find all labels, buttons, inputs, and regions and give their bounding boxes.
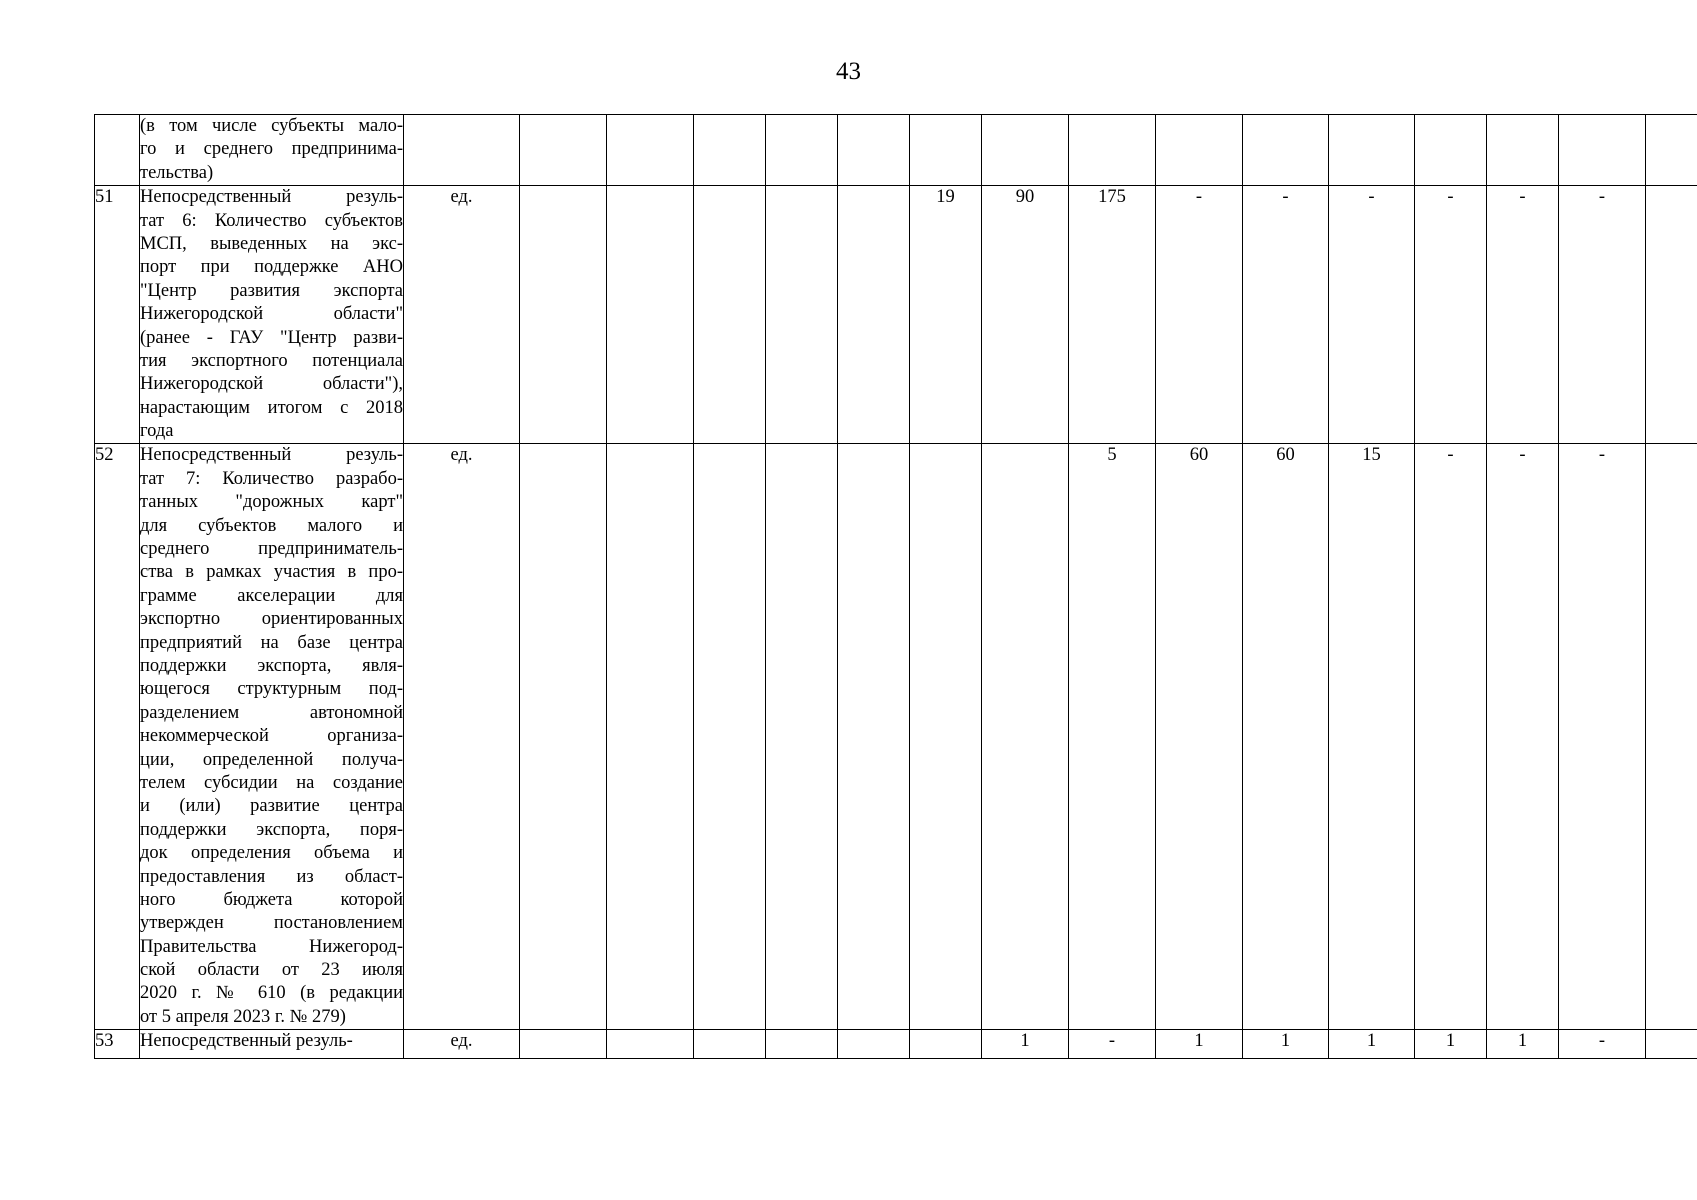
value-cell xyxy=(1646,115,1697,186)
value-cell xyxy=(910,444,982,1030)
value-cell xyxy=(694,115,766,186)
row-number: 53 xyxy=(95,1030,140,1059)
description-line: МСП, выведенных на экс- xyxy=(140,233,403,254)
description-line: док определения объема и xyxy=(140,843,403,864)
description-line: Правительства Нижегород- xyxy=(140,936,403,957)
value-cell: - xyxy=(1559,444,1646,1030)
value-cell: 19 xyxy=(910,186,982,444)
value-cell xyxy=(1487,115,1559,186)
value-cell: 60 xyxy=(1156,444,1243,1030)
indicator-description xyxy=(140,1030,404,1059)
value-cell xyxy=(1646,1030,1697,1059)
value-cell xyxy=(694,444,766,1030)
value-cell xyxy=(766,186,838,444)
description-line: ного бюджета которой xyxy=(140,889,403,910)
value-cell xyxy=(694,186,766,444)
value-cell: - xyxy=(1329,186,1415,444)
value-cell xyxy=(607,1030,694,1059)
value-cell: - xyxy=(1559,186,1646,444)
value-cell: 15 xyxy=(1329,444,1415,1030)
value-cell xyxy=(838,444,910,1030)
description-line: разделением автономной xyxy=(140,702,403,723)
description-line: и (или) развитие центра xyxy=(140,796,403,817)
description-line: (ранее - ГАУ "Центр разви- xyxy=(140,327,403,348)
value-cell: 5 xyxy=(1069,444,1156,1030)
value-cell: 90 xyxy=(982,186,1069,444)
unit-cell: ед. xyxy=(404,186,520,444)
description-line: предоставления из област- xyxy=(140,866,403,887)
value-cell xyxy=(694,1030,766,1059)
indicator-description xyxy=(140,115,404,186)
description-line: 2020 г. № 610 (в редакции xyxy=(140,983,403,1004)
row-number xyxy=(95,115,140,186)
description-line: Нижегородской области" xyxy=(140,304,403,325)
value-cell xyxy=(520,186,607,444)
description-line: го и среднего предпринима- xyxy=(140,139,403,160)
description-line: (в том числе субъекты мало- xyxy=(140,116,403,136)
page-number: 43 xyxy=(836,58,861,85)
value-cell xyxy=(910,115,982,186)
description-line: от 5 апреля 2023 г. № 279) xyxy=(140,1006,346,1027)
description-line: нарастающим итогом с 2018 xyxy=(140,397,403,418)
row-number: 52 xyxy=(95,444,140,1030)
description-line: утвержден постановлением xyxy=(140,913,403,934)
value-cell: - xyxy=(1487,444,1559,1030)
value-cell: 1 xyxy=(1243,1030,1329,1059)
description-line: поддержки экспорта, явля- xyxy=(140,655,403,676)
unit-cell: ед. xyxy=(404,444,520,1030)
value-cell xyxy=(607,444,694,1030)
value-cell xyxy=(766,115,838,186)
unit-cell: ед. xyxy=(404,1030,520,1059)
description-line: некоммерческой организа- xyxy=(140,726,403,747)
value-cell: - xyxy=(1156,186,1243,444)
description-line: грамме акселерации для xyxy=(140,585,403,606)
indicator-description xyxy=(140,186,404,444)
description-line: танных "дорожных карт" xyxy=(140,492,403,513)
description-line: Непосредственный резуль- xyxy=(140,445,403,466)
value-cell xyxy=(1646,186,1697,444)
value-cell: - xyxy=(1415,186,1487,444)
value-cell: 1 xyxy=(1329,1030,1415,1059)
description-line: ской области от 23 июля xyxy=(140,960,403,981)
value-cell xyxy=(1646,444,1697,1030)
description-line: тельства) xyxy=(140,162,214,183)
value-cell xyxy=(607,186,694,444)
description-line: Непосредственный резуль- xyxy=(140,1031,353,1052)
value-cell: - xyxy=(1069,1030,1156,1059)
value-cell xyxy=(1415,115,1487,186)
value-cell xyxy=(520,444,607,1030)
table-row xyxy=(95,186,1697,444)
indicator-description xyxy=(140,444,404,1030)
table-row xyxy=(95,115,1697,186)
value-cell xyxy=(1329,115,1415,186)
value-cell xyxy=(982,115,1069,186)
value-cell xyxy=(766,1030,838,1059)
description-line: ющегося структурным под- xyxy=(140,679,403,700)
description-line: поддержки экспорта, поря- xyxy=(140,819,403,840)
description-line: экспортно ориентированных xyxy=(140,609,403,630)
value-cell xyxy=(1243,115,1329,186)
value-cell: 1 xyxy=(1487,1030,1559,1059)
value-cell xyxy=(838,1030,910,1059)
description-line: тия экспортного потенциала xyxy=(140,350,403,371)
value-cell: 1 xyxy=(1156,1030,1243,1059)
description-line: тат 6: Количество субъектов xyxy=(140,210,403,231)
value-cell xyxy=(1156,115,1243,186)
description-line: года xyxy=(140,421,174,442)
description-line: ции, определенной получа- xyxy=(140,749,403,770)
value-cell: 175 xyxy=(1069,186,1156,444)
value-cell xyxy=(766,444,838,1030)
value-cell: - xyxy=(1559,1030,1646,1059)
value-cell xyxy=(1559,115,1646,186)
description-line: для субъектов малого и xyxy=(140,515,403,536)
value-cell xyxy=(982,444,1069,1030)
value-cell: 60 xyxy=(1243,444,1329,1030)
unit-cell xyxy=(404,115,520,186)
description-line: порт при поддержке АНО xyxy=(140,257,403,278)
value-cell: - xyxy=(1487,186,1559,444)
description-line: телем субсидии на создание xyxy=(140,772,403,793)
value-cell xyxy=(838,115,910,186)
value-cell: - xyxy=(1243,186,1329,444)
description-line: "Центр развития экспорта xyxy=(140,280,403,301)
description-line: ства в рамках участия в про- xyxy=(140,562,403,583)
value-cell xyxy=(520,115,607,186)
description-line: предприятий на базе центра xyxy=(140,632,403,653)
value-cell xyxy=(838,186,910,444)
value-cell xyxy=(520,1030,607,1059)
description-line: Нижегородской области"), xyxy=(140,374,403,395)
description-line: тат 7: Количество разрабо- xyxy=(140,468,403,489)
value-cell: 1 xyxy=(982,1030,1069,1059)
value-cell xyxy=(1069,115,1156,186)
value-cell: 1 xyxy=(1415,1030,1487,1059)
value-cell xyxy=(607,115,694,186)
description-line: Непосредственный резуль- xyxy=(140,187,403,208)
table-row xyxy=(95,1030,1697,1059)
table-row xyxy=(95,444,1697,1030)
row-number: 51 xyxy=(95,186,140,444)
indicators-table xyxy=(94,114,1697,1059)
value-cell: - xyxy=(1415,444,1487,1030)
description-line: среднего предприниматель- xyxy=(140,539,403,560)
value-cell xyxy=(910,1030,982,1059)
